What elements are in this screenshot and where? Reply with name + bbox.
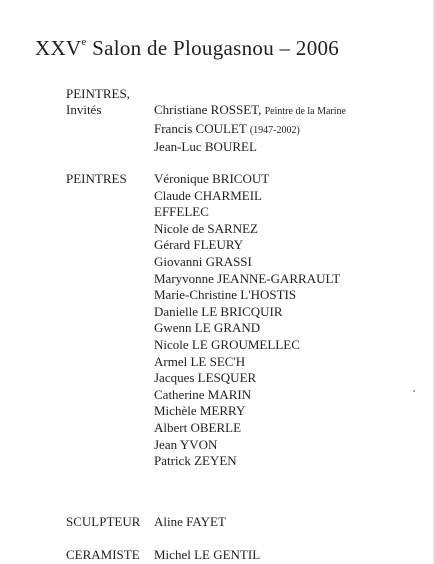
section-label-painters: PEINTRES: [66, 171, 127, 186]
title-prefix: XXV: [35, 36, 82, 60]
list-item: [154, 139, 346, 156]
paper-speck: [413, 390, 415, 392]
section-label-invited: [66, 86, 156, 118]
list-item: Véronique BRICOUT: [154, 171, 270, 186]
list-item: Maryvonne JEANNE-GARRAULT: [154, 270, 341, 286]
painters-names-list: [154, 171, 340, 470]
list-item: [154, 121, 346, 140]
invited-names-list: [154, 102, 346, 156]
page-title: [35, 36, 339, 61]
list-item: Albert OBERLE: [154, 419, 242, 435]
artist-name: Francis COULET: [154, 120, 247, 136]
section-label-sculptor: SCULPTEUR: [66, 514, 141, 529]
list-item: Nicole de SARNEZ: [154, 220, 258, 236]
list-item: Jean YVON: [154, 436, 218, 452]
artist-note: (1947-2002): [249, 124, 300, 136]
artist-name: Christiane ROSSET,: [154, 102, 262, 117]
list-item: Nicole LE GROUMELLEC: [154, 336, 300, 352]
list-item: Jacques LESQUER: [154, 370, 257, 386]
title-superscript: e: [81, 36, 87, 48]
list-item: Danielle LE BRICQUIR: [154, 303, 283, 319]
title-text: Salon de Plougasnou – 2006: [86, 36, 340, 60]
sculptor-names-list: [154, 514, 226, 531]
list-item: Aline FAYET: [154, 514, 226, 529]
artist-note: Peintre de la Marine: [264, 106, 346, 117]
list-item: Patrick ZEYEN: [154, 453, 237, 469]
list-item: Armel LE SEC'H: [154, 353, 246, 369]
section-label-ceramist: CERAMISTE: [66, 547, 140, 562]
list-item: Giovanni GRASSI: [154, 253, 252, 269]
ceramist-names-list: [154, 547, 260, 564]
label-line-1: PEINTRES,: [66, 86, 130, 101]
artist-name: Jean-Luc BOUREL: [154, 139, 257, 155]
list-item: Gérard FLEURY: [154, 237, 244, 253]
list-item: Michèle MERRY: [154, 403, 246, 419]
list-item: Gwenn LE GRAND: [154, 320, 261, 336]
list-item: [154, 102, 346, 121]
label-line-2: Invités: [66, 102, 102, 118]
list-item: Claude CHARMEIL: [154, 187, 262, 203]
list-item: Catherine MARIN: [154, 386, 252, 402]
list-item: EFFELEC: [154, 204, 209, 220]
list-item: Michel LE GENTIL: [154, 547, 261, 562]
list-item: Marie-Christine L'HOSTIS: [154, 287, 297, 303]
